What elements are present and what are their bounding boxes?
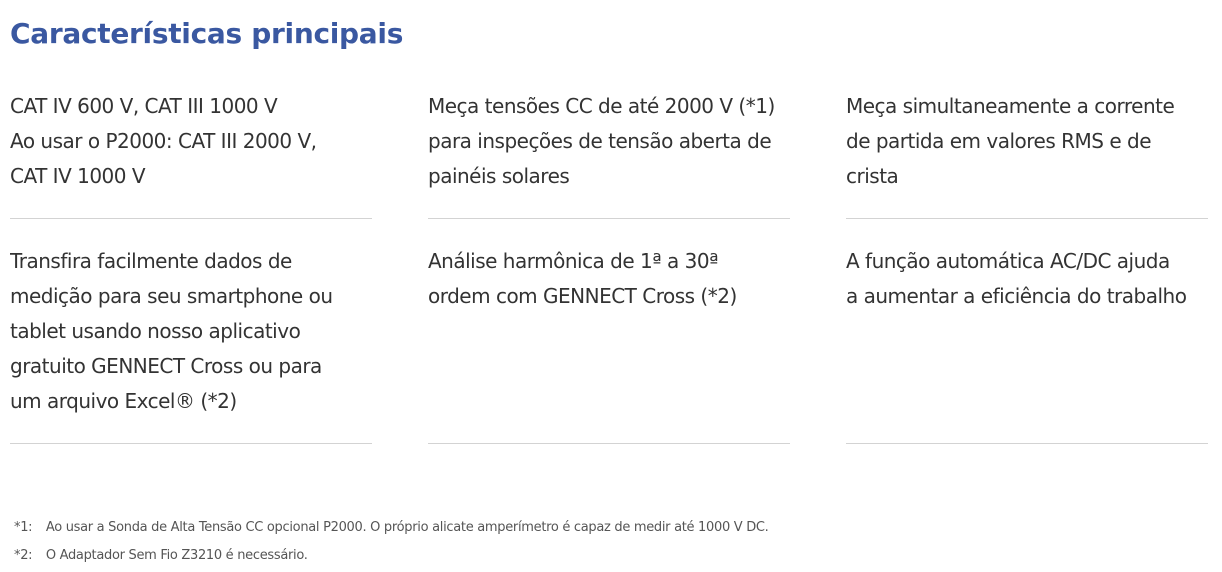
feature-text-line: Transfira facilmente dados de bbox=[10, 249, 292, 273]
footnote-marker: *1: bbox=[14, 520, 33, 535]
feature-card-harmonic-analysis bbox=[428, 219, 790, 444]
feature-text-line: CAT IV 600 V, CAT III 1000 V bbox=[10, 94, 278, 118]
section-title: Características principais bbox=[10, 17, 404, 50]
footnotes bbox=[14, 514, 1204, 570]
feature-card-category-ratings bbox=[10, 88, 372, 219]
footnote-text: O Adaptador Sem Fio Z3210 é necessário. bbox=[45, 548, 308, 563]
feature-text-line: a aumentar a eficiência do trabalho bbox=[846, 284, 1187, 308]
feature-text-line: um arquivo Excel® (*2) bbox=[10, 389, 237, 413]
feature-text-line: gratuito GENNECT Cross ou para bbox=[10, 354, 322, 378]
feature-text-line: crista bbox=[846, 164, 899, 188]
feature-text-line: Meça tensões CC de até 2000 V (*1) bbox=[428, 94, 775, 118]
feature-grid bbox=[10, 88, 1209, 444]
feature-text-line: tablet usando nosso aplicativo bbox=[10, 319, 301, 343]
feature-text-line: medição para seu smartphone ou bbox=[10, 284, 333, 308]
feature-text-line: A função automática AC/DC ajuda bbox=[846, 249, 1170, 273]
feature-text-line: Meça simultaneamente a corrente bbox=[846, 94, 1175, 118]
feature-text-line: Análise harmônica de 1ª a 30ª bbox=[428, 249, 719, 273]
feature-card-inrush-current bbox=[846, 88, 1208, 219]
footnote-2 bbox=[14, 542, 1204, 570]
footnote-1 bbox=[14, 514, 1204, 542]
feature-text-line: CAT IV 1000 V bbox=[10, 164, 146, 188]
footnote-marker: *2: bbox=[14, 548, 33, 563]
feature-text-line: Ao usar o P2000: CAT III 2000 V, bbox=[10, 129, 317, 153]
feature-text-line: painéis solares bbox=[428, 164, 570, 188]
feature-card-data-transfer bbox=[10, 219, 372, 444]
feature-text-line: para inspeções de tensão aberta de bbox=[428, 129, 772, 153]
feature-card-auto-acdc bbox=[846, 219, 1208, 444]
footnote-text: Ao usar a Sonda de Alta Tensão CC opcional P2000. O próprio alicate amperímetro é capaz de medir até 1000 V DC. bbox=[45, 520, 769, 535]
feature-card-dc-voltage bbox=[428, 88, 790, 219]
feature-text-line: ordem com GENNECT Cross (*2) bbox=[428, 284, 737, 308]
feature-text-line: de partida em valores RMS e de bbox=[846, 129, 1151, 153]
